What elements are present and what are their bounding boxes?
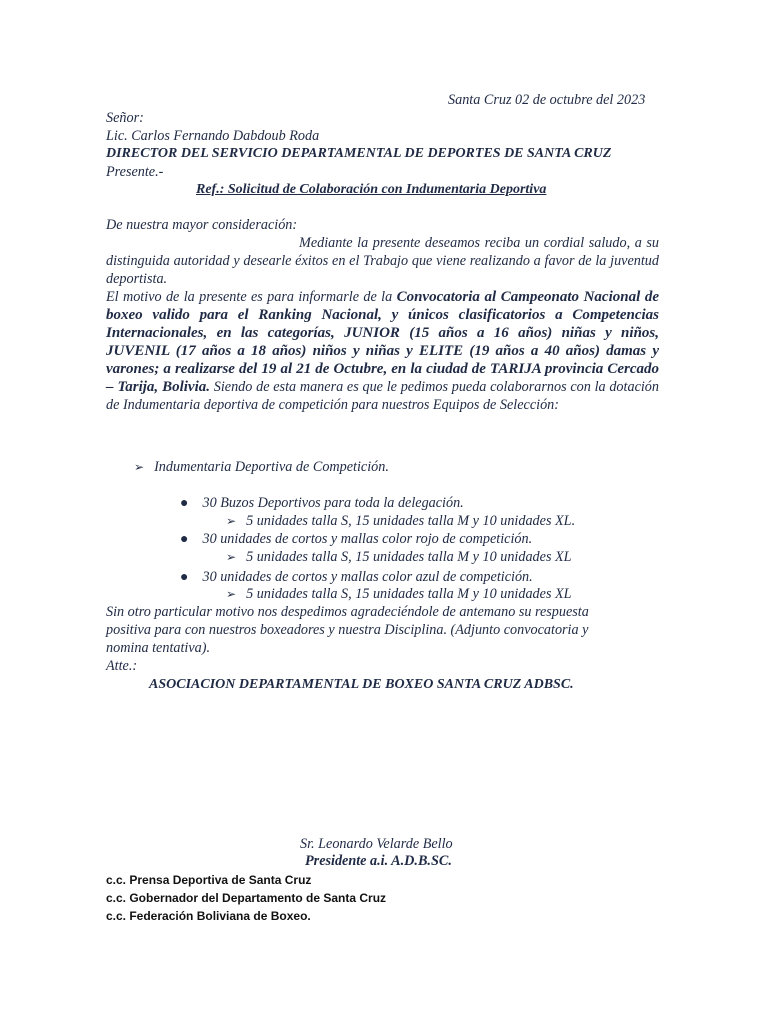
presente-line: Presente.- — [106, 164, 164, 180]
list-item-label: 30 unidades de cortos y mallas color rojo de competición. — [202, 531, 533, 547]
closing-paragraph: Sin otro particular motivo nos despedimos agradeciéndole de antemano su respuesta positiva para con nuestros boxeadores y nuestra Disciplina. (Adjunto convocatoria y nomina tentativa). — [106, 604, 589, 656]
motive-bold: Convocatoria al Campeonato Nacional de boxeo valido para el Ranking Nacional, y únicos clasificatorios a Competencias Internacionales, en las categorías, JUNIOR (15 años a 16 años) niñas y niños, JUVENIL (17 años a 18 años) niños y niñas y ELITE (19 años a 40 años) damas y varones; a realizarse del 19 al 21 de Octubre, en la ciudad de TARIJA provincia Cercado – Tarija, Bolivia. — [106, 289, 659, 395]
arrowhead-bullet-icon: ➢ — [226, 587, 237, 601]
round-bullet-icon: ● — [180, 496, 189, 511]
list-item — [180, 494, 464, 513]
motive-intro: El motivo de la presente es para informarle de la — [106, 289, 397, 305]
list-item-label: 30 unidades de cortos y mallas color azul de competición. — [202, 569, 533, 585]
list-item — [180, 530, 532, 549]
reference-line: Ref.: Solicitud de Colaboración con Indumentaria Deportiva — [196, 182, 547, 197]
main-item-label: Indumentaria Deportiva de Competición. — [154, 459, 389, 475]
list-subitem — [226, 512, 575, 530]
consideration-line: De nuestra mayor consideración: — [106, 217, 298, 233]
main-item — [134, 458, 389, 476]
cc-line: c.c. Gobernador del Departamento de Santa Cruz — [106, 891, 387, 905]
signer-title: Presidente a.i. A.D.B.SC. — [305, 853, 452, 869]
paragraph-greeting: Mediante la presente deseamos reciba un cordial saludo, a su distinguida autoridad y desearle éxitos en el Trabajo que viene realizando a favor de la juventud deportista. — [106, 235, 659, 287]
list-item-label: 30 Buzos Deportivos para toda la delegación. — [202, 495, 464, 511]
list-subitem-label: 5 unidades talla S, 15 unidades talla M y 10 unidades XL. — [246, 513, 576, 529]
association-name: ASOCIACION DEPARTAMENTAL DE BOXEO SANTA CRUZ ADBSC. — [149, 677, 574, 692]
arrowhead-bullet-icon: ➢ — [226, 550, 237, 564]
salutation: Señor: — [106, 110, 144, 126]
paragraph-motive — [106, 288, 659, 414]
letter-date: Santa Cruz 02 de octubre del 2023 — [448, 92, 646, 108]
round-bullet-icon: ● — [180, 570, 189, 585]
signer-name: Sr. Leonardo Velarde Bello — [300, 836, 453, 852]
list-subitem-label: 5 unidades talla S, 15 unidades talla M y 10 unidades XL — [246, 586, 572, 602]
list-subitem-label: 5 unidades talla S, 15 unidades talla M y 10 unidades XL — [246, 549, 572, 565]
cc-line: c.c. Federación Boliviana de Boxeo. — [106, 909, 311, 923]
motive-end: Siendo de esta manera es que le pedimos pueda colaborarnos con la dotación de Indumentaria deportiva de competición para nuestros Equipos de Selección: — [106, 379, 659, 413]
recipient-name: Lic. Carlos Fernando Dabdoub Roda — [106, 128, 320, 144]
cc-line: c.c. Prensa Deportiva de Santa Cruz — [106, 873, 312, 887]
list-subitem — [226, 585, 572, 603]
recipient-title: DIRECTOR DEL SERVICIO DEPARTAMENTAL DE DEPORTES DE SANTA CRUZ — [106, 146, 612, 161]
list-subitem — [226, 548, 572, 566]
arrowhead-bullet-icon: ➢ — [134, 460, 145, 474]
atte-line: Atte.: — [106, 658, 138, 674]
round-bullet-icon: ● — [180, 532, 189, 547]
arrowhead-bullet-icon: ➢ — [226, 514, 237, 528]
